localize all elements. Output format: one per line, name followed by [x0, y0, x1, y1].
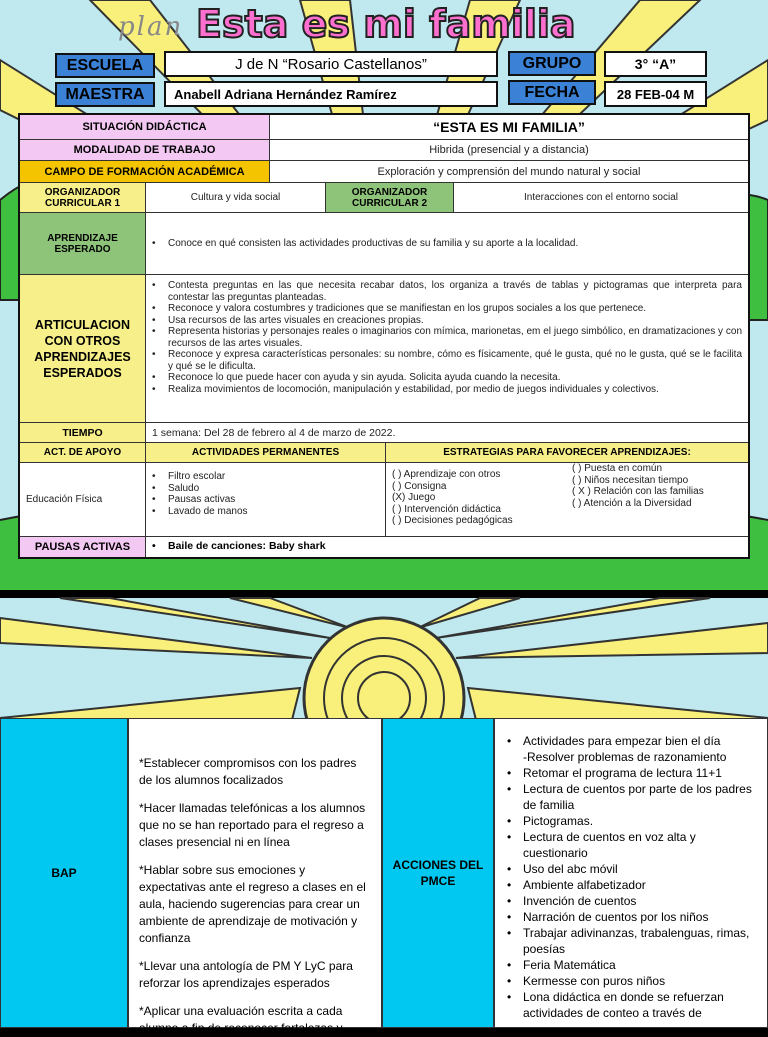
accion-item: • Kermesse con puros niños: [499, 973, 763, 989]
estrategia-item: ( ) Intervención didáctica: [392, 503, 501, 515]
articulacion-item: • Contesta preguntas en las que necesita recabar datos, los organiza a través de tablas y pictogramas que interpreta para contestar las preguntas planteadas.: [146, 280, 742, 303]
accion-item: • Invención de cuentos: [499, 893, 763, 909]
articulacion-item: • Reconoce y expresa características personales: su nombre, cómo es físicamente, qué le gusta, qué no le gusta, qué se le facilita y qué se le dificulta.: [146, 349, 742, 372]
bap-item: *Hacer llamadas telefónicas a los alumnos que no se han reportado para el regreso a clases presencial ni en línea: [139, 801, 366, 849]
acciones-list: [499, 733, 763, 1021]
articulacion-label: ARTICULACION CON OTROS APRENDIZAJES ESPERADOS: [20, 275, 146, 423]
articulacion-item: • Reconoce lo que puede hacer con ayuda y sin ayuda. Solicita ayuda cuando la necesita.: [146, 372, 742, 384]
estrategias-cell: [386, 463, 748, 537]
apoyo-label: ACT. DE APOYO: [20, 443, 146, 463]
accion-item: • Retomar el programa de lectura 11+1: [499, 765, 763, 781]
bap-item: *Llevar una antología de PM Y LyC para reforzar los aprendizajes esperados: [139, 959, 353, 990]
permanentes-list: [146, 471, 248, 517]
accion-item: • Trabajar adivinanzas, trabalenguas, rimas, poesías: [499, 925, 763, 957]
articulacion-item: • Realiza movimientos de locomoción, manipulación y estabilidad, por medio de juegos individuales y colectivos.: [146, 384, 742, 396]
modalidad-label: MODALIDAD DE TRABAJO: [20, 140, 270, 161]
tiempo-label: TIEMPO: [20, 423, 146, 443]
accion-item: • Feria Matemática: [499, 957, 763, 973]
permanente-item: • Lavado de manos: [146, 506, 248, 518]
aprendizaje-label: APRENDIZAJE ESPERADO: [20, 213, 146, 275]
pausas-label: PAUSAS ACTIVAS: [20, 537, 146, 557]
org2-label: ORGANIZADOR CURRICULAR 2: [326, 183, 454, 213]
accion-item: • Ambiente alfabetizador: [499, 877, 763, 893]
estrategia-item: (X) Juego: [392, 492, 436, 503]
title-prefix: plan: [118, 12, 184, 42]
planning-table: [18, 113, 750, 559]
accion-item: -Resolver problemas de razonamiento: [523, 750, 727, 764]
permanente-item: • Pausas activas: [146, 494, 248, 506]
articulacion-list: [146, 280, 742, 395]
estrategias-col1: [392, 469, 572, 527]
sun-illustration: [0, 598, 768, 728]
pmce-table: [0, 718, 768, 1035]
bap-item: *Aplicar una evaluación escrita a cada alumno a fin de reconocer fortalezas y: [139, 1004, 343, 1035]
aprendizaje-cell: [146, 213, 748, 275]
maestra-label: MAESTRA: [55, 82, 155, 107]
permanente-item: • Saludo: [146, 483, 248, 495]
grupo-value: 3° “A”: [604, 51, 707, 77]
estrategia-item: ( ) Decisiones pedagógicas: [392, 515, 513, 526]
org1-label: ORGANIZADOR CURRICULAR 1: [20, 183, 146, 213]
escuela-label: ESCUELA: [55, 53, 155, 78]
estrategia-item: ( ) Atención a la Diversidad: [572, 497, 692, 509]
apoyo-value: Educación Física: [20, 463, 146, 537]
bap-content: [128, 718, 382, 1035]
pausas-cell: [146, 537, 748, 557]
articulacion-item: • Reconoce y valora costumbres y tradiciones que se manifiestan en los grupos sociales a los que pertenece.: [146, 303, 742, 315]
acciones-content: [494, 718, 768, 1028]
fecha-value: 28 FEB-04 M: [604, 81, 707, 107]
accion-item: • Lectura de cuentos por parte de los padres de familia: [499, 781, 763, 813]
fecha-label: FECHA: [508, 80, 596, 105]
permanentes-cell: [146, 463, 386, 537]
articulacion-item: • Representa historias y personajes reales o imaginarios con mímica, marionetas, em el juego simbólico, en dramatizaciones y con recursos de las artes visuales.: [146, 326, 742, 349]
org1-value: Cultura y vida social: [146, 183, 326, 213]
campo-value: Exploración y comprensión del mundo natural y social: [270, 161, 748, 183]
bap-label: BAP: [0, 718, 128, 1028]
estrategia-item: ( ) Niños necesitan tiempo: [572, 474, 689, 486]
estrategias-label: ESTRATEGIAS PARA FAVORECER APRENDIZAJES:: [386, 443, 748, 463]
accion-item: • Actividades para empezar bien el día: [499, 733, 763, 749]
tiempo-value: 1 semana: Del 28 de febrero al 4 de marzo de 2022.: [146, 423, 748, 443]
acciones-label: ACCIONES DEL PMCE: [382, 718, 494, 1028]
grupo-label: GRUPO: [508, 51, 596, 76]
permanentes-label: ACTIVIDADES PERMANENTES: [146, 443, 386, 463]
campo-label: CAMPO DE FORMACIÓN ACADÉMICA: [20, 161, 270, 183]
aprendizaje-value: • Conoce en qué consisten las actividades productivas de su familia y su aporte a la localidad.: [146, 238, 748, 250]
org2-value: Interacciones con el entorno social: [454, 183, 748, 213]
articulacion-item: • Usa recursos de las artes visuales en creaciones propias.: [146, 315, 742, 327]
plan-page-2: [0, 598, 768, 1035]
articulacion-cell: [146, 275, 748, 423]
accion-item: • Lectura de cuentos en voz alta y cuestionario: [499, 829, 763, 861]
estrategia-item: ( X ) Relación con las familias: [572, 486, 704, 497]
estrategia-item: ( ) Consigna: [392, 480, 447, 492]
situacion-value: “ESTA ES MI FAMILIA”: [270, 115, 748, 140]
permanente-item: • Filtro escolar: [146, 471, 248, 483]
modalidad-value: Hibrida (presencial y a distancia): [270, 140, 748, 161]
page-title: Esta es mi familia: [196, 2, 576, 46]
bap-item: *Establecer compromisos con los padres de los alumnos focalizados: [139, 756, 357, 787]
situacion-label: SITUACIÓN DIDÁCTICA: [20, 115, 270, 140]
estrategia-item: ( ) Puesta en común: [572, 463, 663, 474]
accion-item: • Narración de cuentos por los niños: [499, 909, 763, 925]
accion-item: • Uso del abc móvil: [499, 861, 763, 877]
bap-item: *Hablar sobre sus emociones y expectativas ante el regreso a clases en el aula, haciendo sugerencias para crear un ambiente de aprendizaje de motivación y confianza: [139, 863, 366, 945]
escuela-value: J de N “Rosario Castellanos”: [164, 51, 498, 77]
accion-item: • Pictogramas.: [499, 813, 763, 829]
estrategias-col2: [572, 463, 742, 509]
pausas-value: • Baile de canciones: Baby shark: [146, 541, 326, 553]
estrategia-item: ( ) Aprendizaje con otros: [392, 469, 501, 480]
maestra-value: Anabell Adriana Hernández Ramírez: [164, 81, 498, 107]
accion-item: • Lona didáctica en donde se refuerzan actividades de conteo a través de: [499, 989, 763, 1021]
